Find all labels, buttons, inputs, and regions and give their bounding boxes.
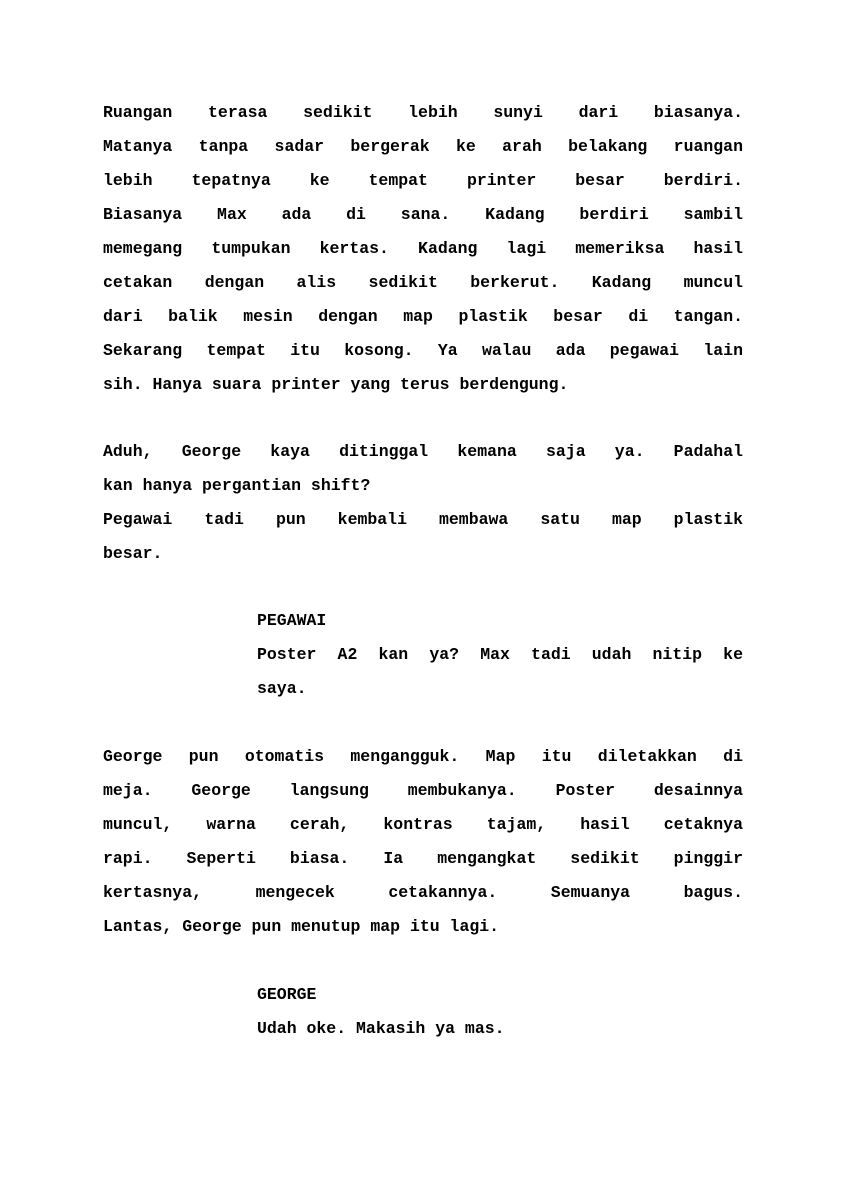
text-line: Pegawai tadi pun kembali membawa satu map plastik: [103, 510, 743, 529]
action-paragraph: [103, 96, 743, 402]
text-line: Matanya tanpa sadar bergerak ke arah belakang ruangan: [103, 137, 743, 156]
text-line: cetakan dengan alis sedikit berkerut. Kadang muncul: [103, 273, 743, 292]
text-line: besar.: [103, 544, 163, 563]
text-line: Sekarang tempat itu kosong. Ya walau ada pegawai lain: [103, 341, 743, 360]
text-line: kan hanya pergantian shift?: [103, 476, 371, 495]
text-line: dari balik mesin dengan map plastik besar di tangan.: [103, 307, 743, 326]
text-line: Biasanya Max ada di sana. Kadang berdiri sambil: [103, 205, 743, 224]
text-line: meja. George langsung membukanya. Poster desainnya: [103, 781, 743, 800]
action-paragraph: [103, 740, 743, 944]
text-line: rapi. Seperti biasa. Ia mengangkat sedikit pinggir: [103, 849, 743, 868]
text-line: Lantas, George pun menutup map itu lagi.: [103, 917, 500, 936]
character-name: PEGAWAI: [257, 611, 327, 630]
text-line: Udah oke. Makasih ya mas.: [257, 1019, 505, 1038]
text-line: lebih tepatnya ke tempat printer besar berdiri.: [103, 171, 743, 190]
text-line: memegang tumpukan kertas. Kadang lagi memeriksa hasil: [103, 239, 743, 258]
text-line: sih. Hanya suara printer yang terus berdengung.: [103, 375, 569, 394]
text-line: George pun otomatis mengangguk. Map itu diletakkan di: [103, 747, 743, 766]
text-line: muncul, warna cerah, kontras tajam, hasil cetaknya: [103, 815, 743, 834]
text-line: Aduh, George kaya ditinggal kemana saja ya. Padahal: [103, 442, 743, 461]
character-name: GEORGE: [257, 985, 317, 1004]
text-line: Ruangan terasa sedikit lebih sunyi dari biasanya.: [103, 103, 743, 122]
dialogue-text: [257, 638, 743, 706]
text-line: Poster A2 kan ya? Max tadi udah nitip ke: [257, 645, 743, 664]
action-paragraph: [103, 435, 743, 571]
text-line: kertasnya, mengecek cetakannya. Semuanya bagus.: [103, 883, 743, 902]
dialogue-text: [257, 1012, 743, 1046]
text-line: saya.: [257, 679, 307, 698]
